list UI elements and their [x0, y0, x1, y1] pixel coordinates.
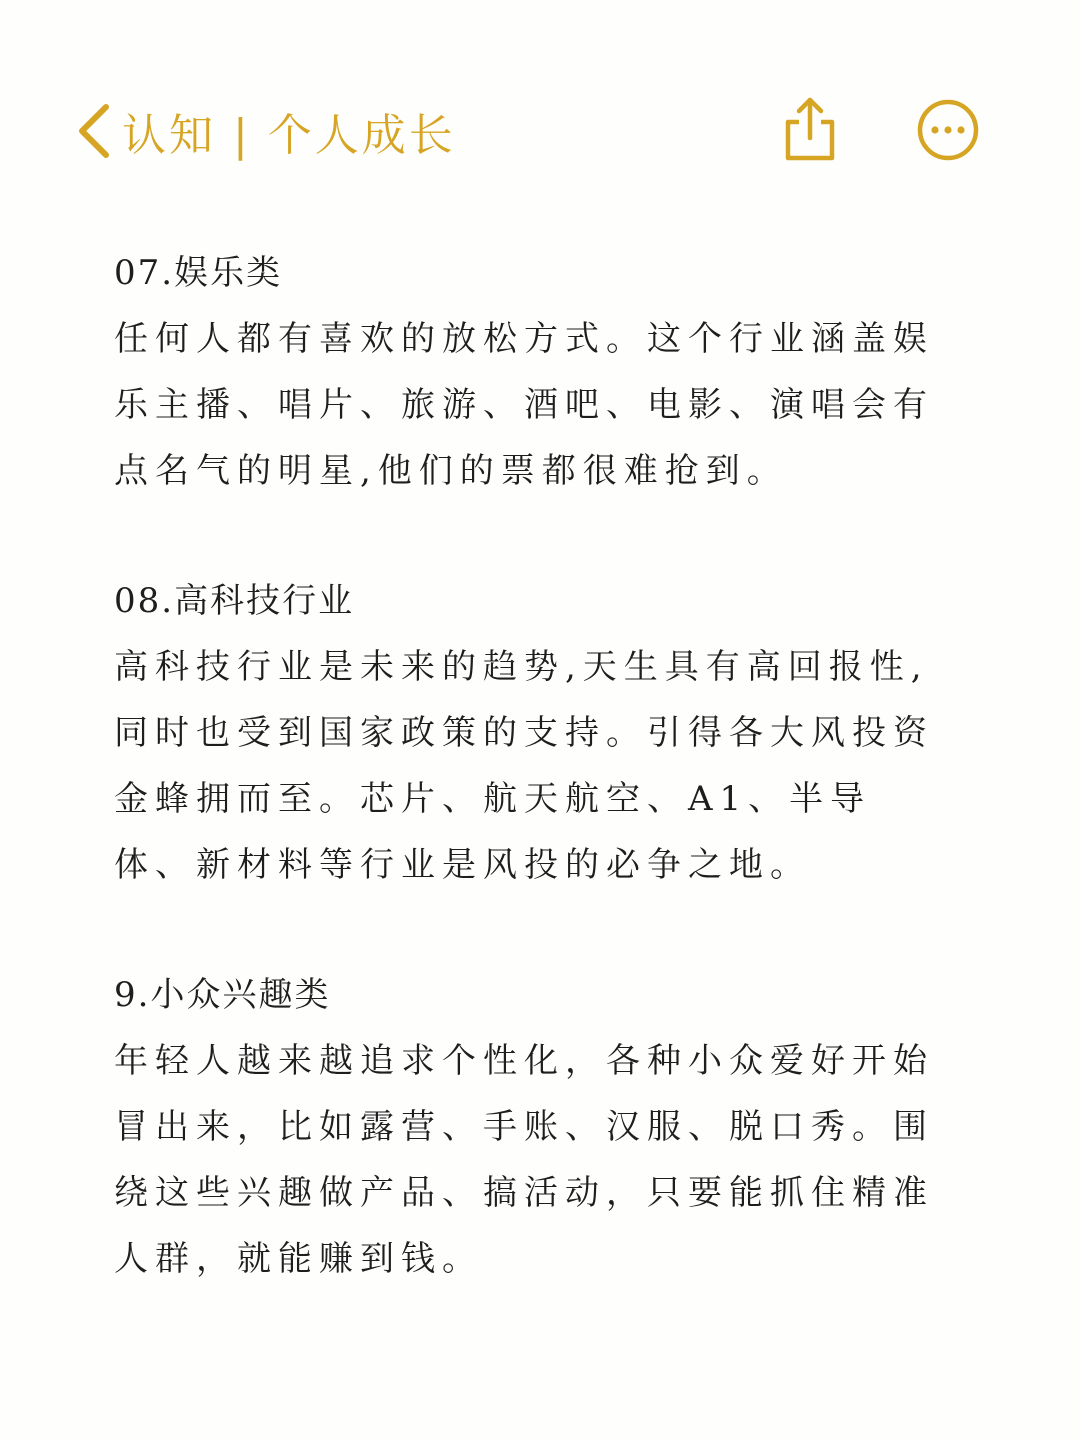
section-body: 高科技行业是未来的趋势,天生具有高回报性,同时也受到国家政策的支持。引得各大风投资金蜂拥而至。芯片、航天航空、A1、半导体、新材料等行业是风投的必争之地。: [114, 647, 934, 885]
section-body: 年轻人越来越追求个性化，各种小众爱好开始冒出来，比如露营、手账、汉服、脱口秀。围绕这些兴趣做产品、搞活动，只要能抓住精准人群，就能赚到钱。: [114, 1041, 934, 1279]
section-heading: 07.娱乐类: [114, 253, 283, 293]
share-icon: [782, 92, 838, 164]
more-icon: [916, 98, 980, 162]
section-high-tech: [114, 568, 944, 898]
section-entertainment: [114, 240, 944, 504]
back-button[interactable]: [74, 96, 456, 166]
section-heading: 9.小众兴趣类: [114, 975, 331, 1015]
navigation-bar: [0, 90, 1080, 170]
section-niche-interests: [114, 962, 944, 1292]
share-button[interactable]: [782, 92, 838, 164]
more-button[interactable]: [916, 98, 980, 162]
chevron-left-icon: [74, 101, 114, 161]
section-body: 任何人都有喜欢的放松方式。这个行业涵盖娱乐主播、唱片、旅游、酒吧、电影、演唱会有点名气的明星,他们的票都很难抢到。: [114, 319, 934, 491]
section-heading: 08.高科技行业: [114, 581, 355, 621]
page-title: 认知 | 个人成长: [122, 110, 456, 161]
note-content: [114, 240, 944, 1292]
